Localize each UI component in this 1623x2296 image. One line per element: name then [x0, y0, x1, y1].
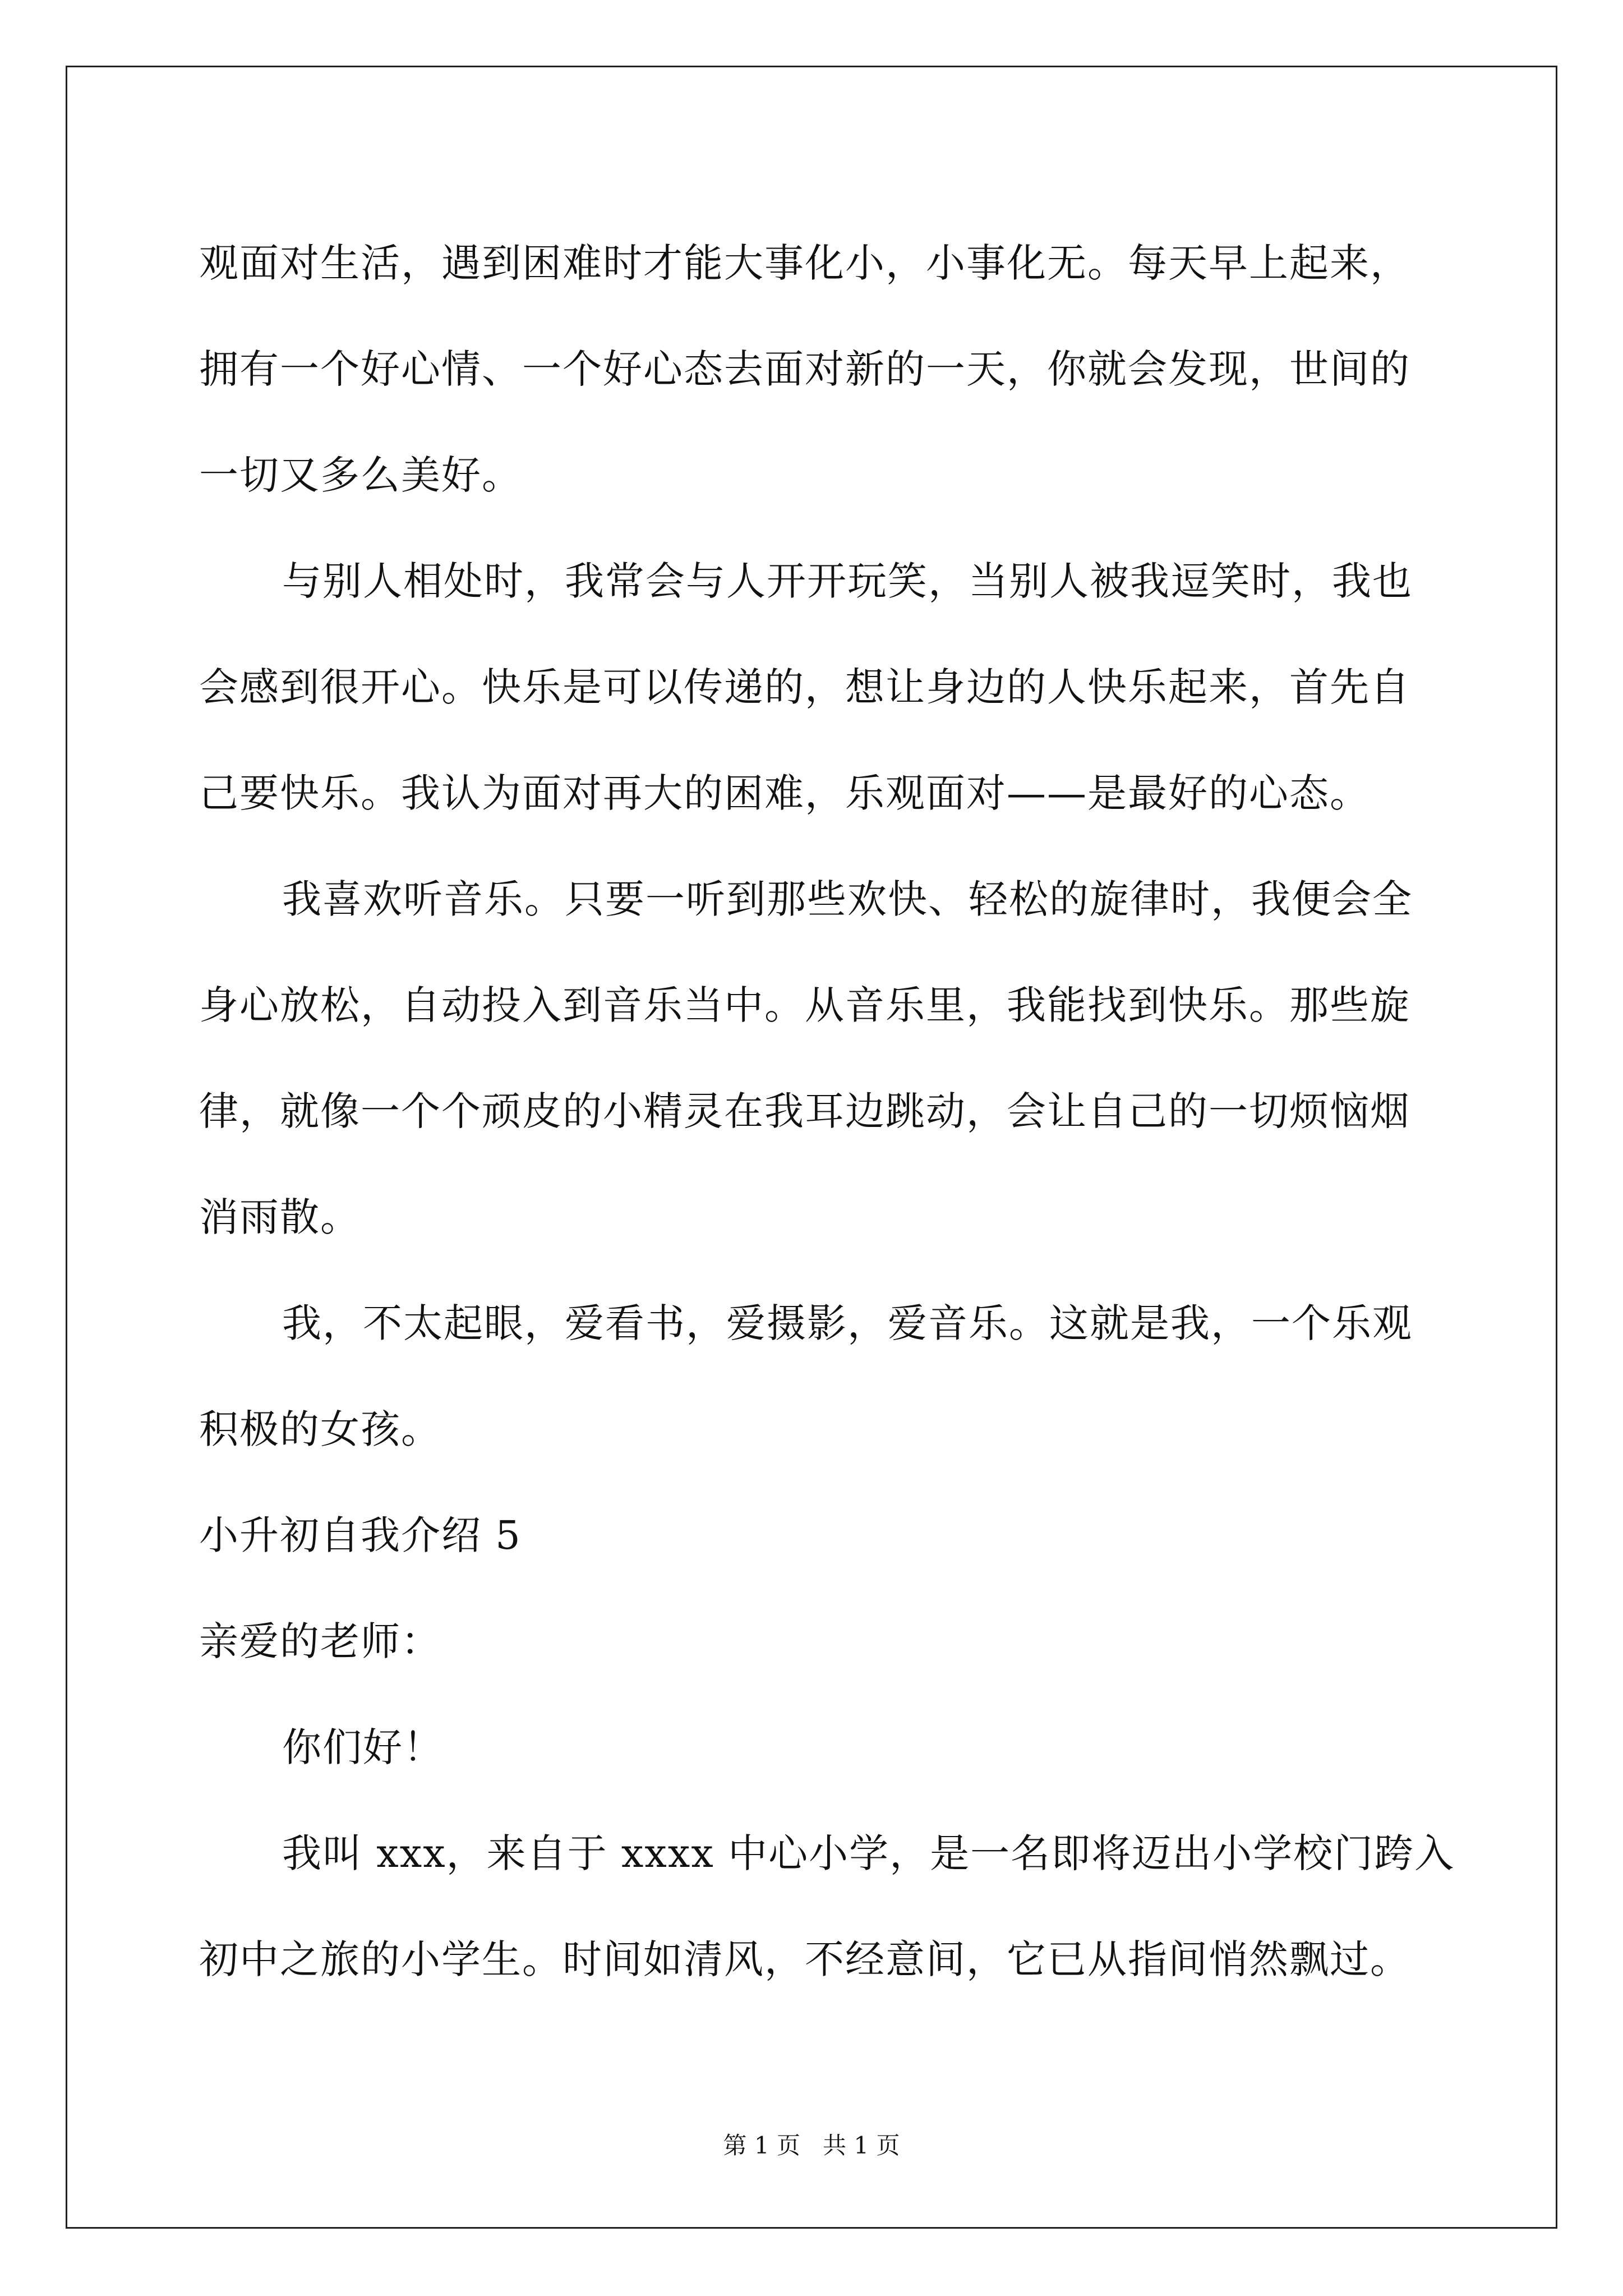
text-line: 观面对生活，遇到困难时才能大事化小，小事化无。每天早上起来， — [199, 240, 1410, 286]
paragraph-start-line: 我喜欢听音乐。只要一听到那些欢快、轻松的旋律时，我便会全 — [282, 876, 1413, 922]
paragraph-start-line: 与别人相处时，我常会与人开开玩笑，当别人被我逗笑时，我也 — [282, 558, 1413, 604]
text-line: 己要快乐。我认为面对再大的困难，乐观面对——是最好的心态。 — [199, 770, 1370, 816]
section-heading: 小升初自我介绍 5 — [199, 1512, 522, 1558]
document-body — [199, 210, 1455, 2013]
text-line: 积极的女孩。 — [199, 1406, 441, 1452]
text-line: 初中之旅的小学生。时间如清风，不经意间，它已从指间悄然飘过。 — [199, 1936, 1410, 1982]
text-line: 律，就像一个个顽皮的小精灵在我耳边跳动，会让自己的一切烦恼烟 — [199, 1088, 1410, 1134]
text-line: 消雨散。 — [199, 1194, 361, 1240]
page-footer: 第 1 页 共 1 页 — [723, 2132, 900, 2159]
greeting: 你们好！ — [282, 1724, 444, 1770]
text-line: 一切又多么美好。 — [199, 452, 522, 498]
paragraph-start-line: 我，不太起眼，爱看书，爱摄影，爱音乐。这就是我，一个乐观 — [282, 1300, 1413, 1346]
paragraph-start-line: 我叫 xxx，来自于 xxxx 中心小学，是一名即将迈出小学校门跨入 — [282, 1830, 1455, 1876]
text-line: 会感到很开心。快乐是可以传递的，想让身边的人快乐起来，首先自 — [199, 664, 1410, 710]
salutation: 亲爱的老师： — [199, 1618, 441, 1664]
text-line: 拥有一个好心情、一个好心态去面对新的一天，你就会发现，世间的 — [199, 346, 1410, 392]
text-line: 身心放松，自动投入到音乐当中。从音乐里，我能找到快乐。那些旋 — [199, 982, 1410, 1028]
